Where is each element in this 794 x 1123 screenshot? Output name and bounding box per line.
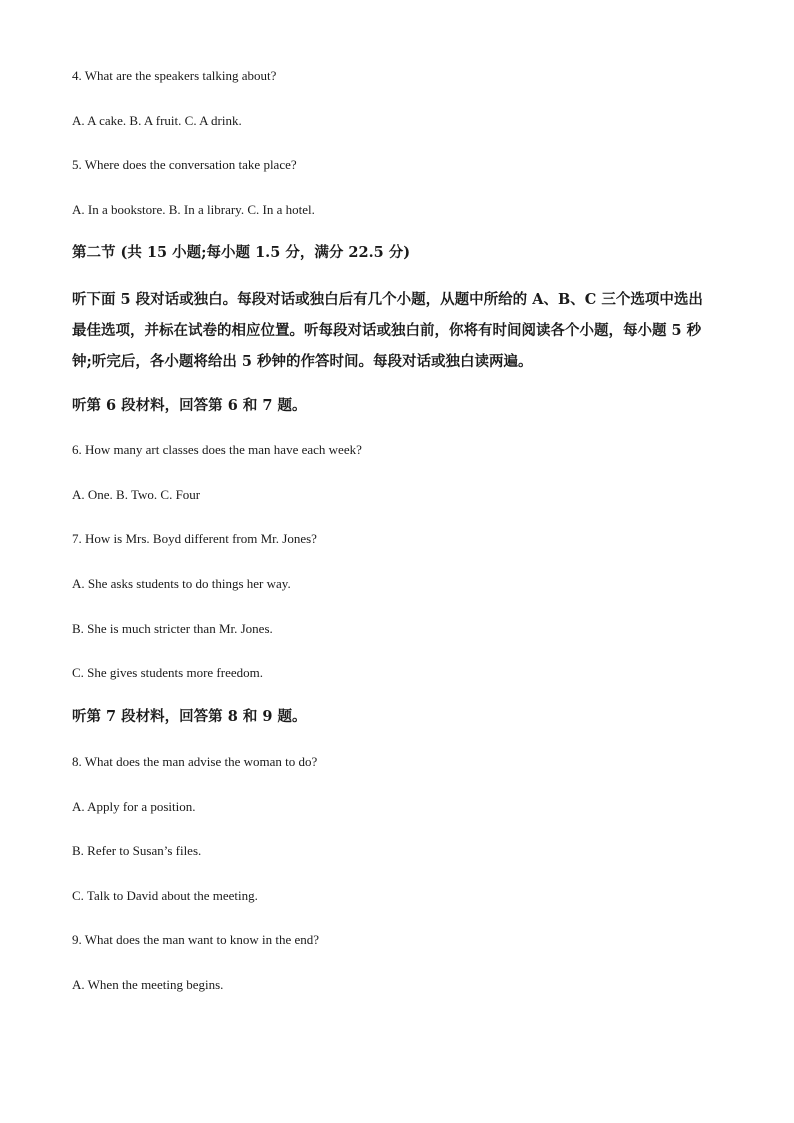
question-8-option-a: A. Apply for a position. xyxy=(72,799,196,814)
section-2-heading: 第二节 (共 15 小题;每小题 1.5 分，满分 22.5 分) xyxy=(72,244,411,261)
section-2-instructions: 听下面 5 段对话或独白。每段对话或独白后有几个小题，从题中所给的 A、B、C 三个选项中选出最佳选项，并标在试卷的相应位置。听每段对话或独白前，你将有时间阅读各个小题，每小题 5 秒钟;听完后，各小题将给出 5 秒钟的作答时间。每段对话或独白读两遍。 xyxy=(72,291,703,370)
question-5: 5. Where does the conversation take place? xyxy=(72,157,297,172)
question-7-option-a: A. She asks students to do things her way. xyxy=(72,576,291,591)
material-7-heading: 听第 7 段材料，回答第 8 和 9 题。 xyxy=(72,708,307,725)
material-6-heading: 听第 6 段材料，回答第 6 和 7 题。 xyxy=(72,397,307,414)
question-7: 7. How is Mrs. Boyd different from Mr. Jones? xyxy=(72,531,317,546)
question-4-options: A. A cake. B. A fruit. C. A drink. xyxy=(72,113,242,128)
question-8: 8. What does the man advise the woman to do? xyxy=(72,754,318,769)
question-6-options: A. One. B. Two. C. Four xyxy=(72,487,201,502)
question-7-option-c: C. She gives students more freedom. xyxy=(72,665,263,680)
question-7-option-b: B. She is much stricter than Mr. Jones. xyxy=(72,621,273,636)
question-8-option-c: C. Talk to David about the meeting. xyxy=(72,888,258,903)
question-4: 4. What are the speakers talking about? xyxy=(72,68,277,83)
question-5-options: A. In a bookstore. B. In a library. C. In a hotel. xyxy=(72,202,315,217)
question-8-option-b: B. Refer to Susan’s files. xyxy=(72,843,202,858)
question-6: 6. How many art classes does the man have each week? xyxy=(72,442,362,457)
question-9: 9. What does the man want to know in the end? xyxy=(72,932,320,947)
question-9-option-a: A. When the meeting begins. xyxy=(72,977,224,992)
